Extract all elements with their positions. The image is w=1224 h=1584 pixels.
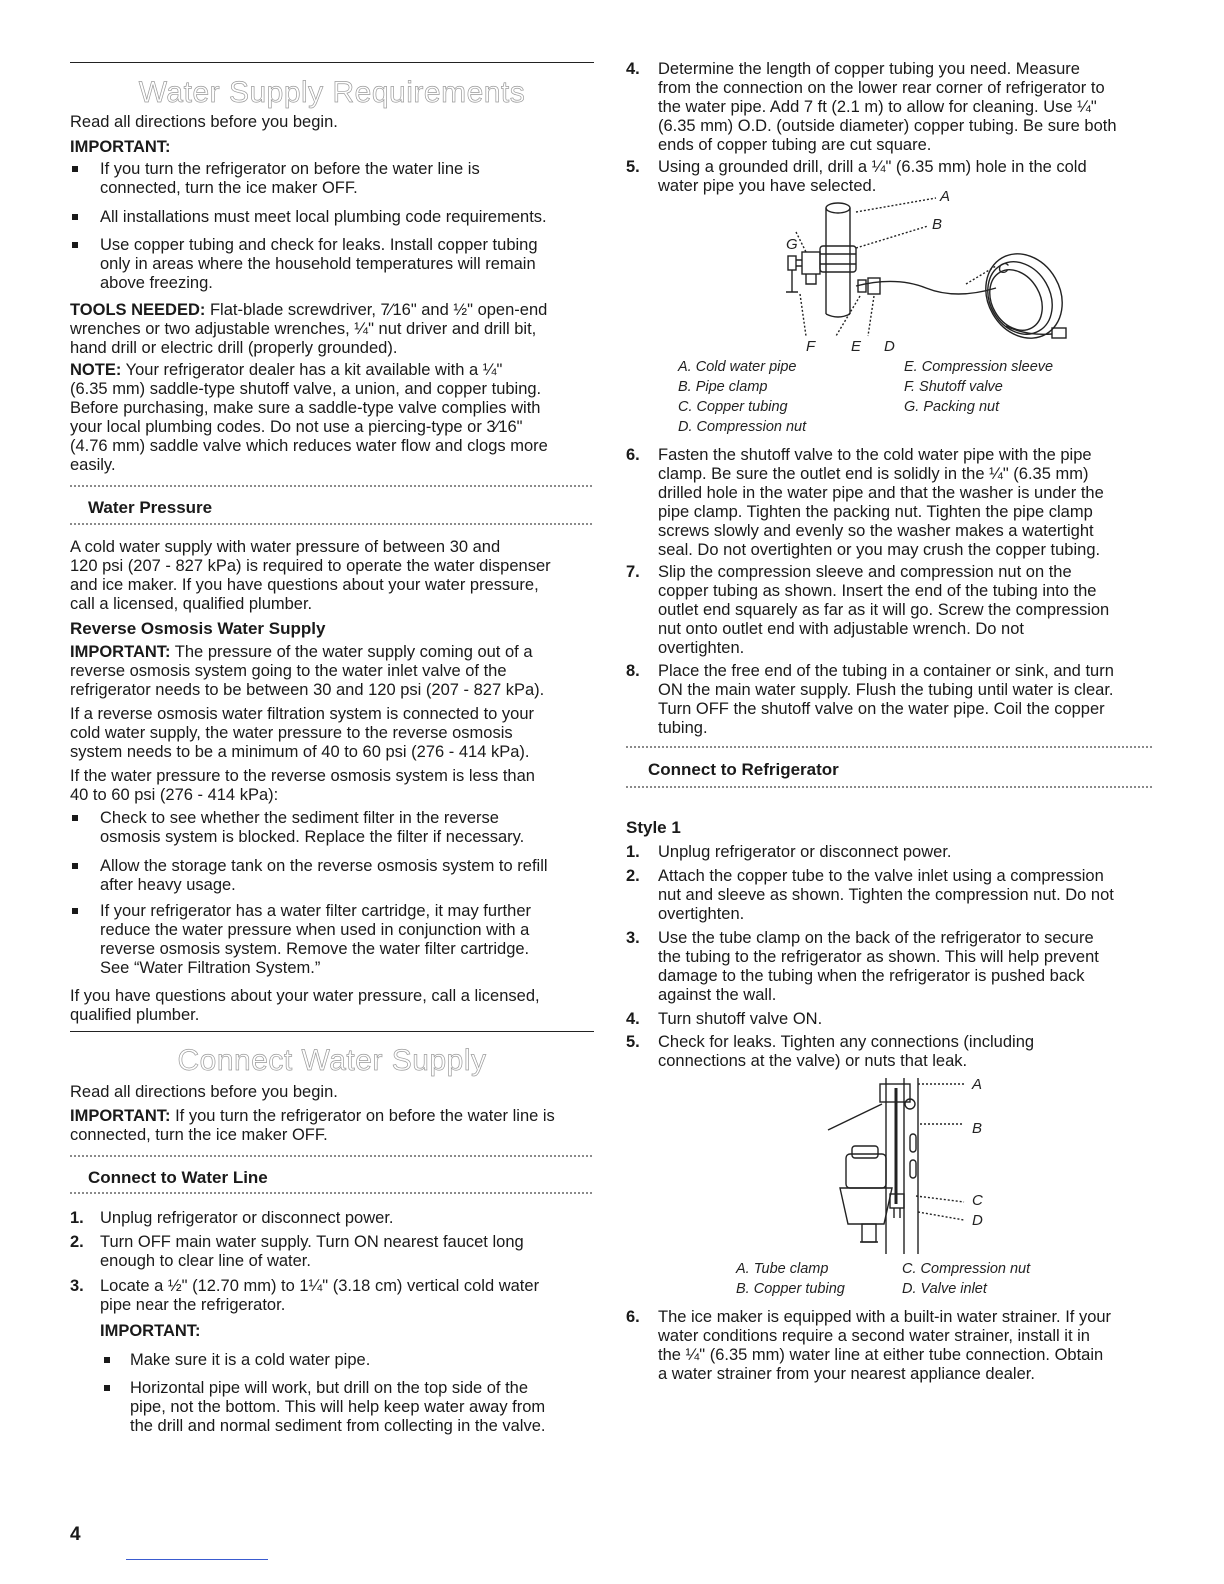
step-line: ends of copper tubing are cut square. — [658, 136, 932, 154]
fig1-label-d: D — [884, 338, 895, 355]
step-line: Use the tube clamp on the back of the refrigerator to secure — [658, 929, 1094, 947]
ro-important-line: reverse osmosis system going to the water inlet valve of the — [70, 662, 507, 680]
step-line: overtighten. — [658, 905, 745, 923]
bullet-line: connected, turn the ice maker OFF. — [100, 179, 358, 197]
step-number: 5. — [626, 1033, 640, 1051]
step-line: Turn OFF main water supply. Turn ON nearest faucet long — [100, 1233, 524, 1251]
ro-heading: Reverse Osmosis Water Supply — [70, 619, 326, 638]
fig2-label-a: A — [972, 1076, 983, 1093]
bullet-line: If you turn the refrigerator on before the water line is — [100, 160, 480, 178]
note-line: Before purchasing, make sure a saddle-type valve complies with — [70, 399, 541, 417]
fig1-legend-item: F. Shutoff valve — [904, 379, 1003, 395]
bullet-line: See “Water Filtration System.” — [100, 959, 321, 977]
step-line: Unplug refrigerator or disconnect power. — [100, 1209, 394, 1227]
step-line: a water strainer from your nearest appliance dealer. — [658, 1365, 1035, 1383]
fig2-label-c: C — [972, 1192, 983, 1209]
fig1-label-e: E — [851, 338, 862, 355]
connect-water-line-heading: Connect to Water Line — [88, 1168, 268, 1187]
bullet-line: only in areas where the household temperatures will remain — [100, 255, 536, 273]
fig1-legend-item: C. Copper tubing — [678, 399, 788, 415]
bullet-marker — [72, 908, 78, 914]
dotted-rule — [70, 1155, 594, 1157]
step-line: overtighten. — [658, 639, 745, 657]
step-line: Unplug refrigerator or disconnect power. — [658, 843, 952, 861]
intro-text: Read all directions before you begin. — [70, 113, 338, 131]
dotted-rule — [70, 1192, 594, 1194]
fig1-label-b: B — [932, 216, 943, 233]
bullet-line: the drill and normal sediment from collecting in the valve. — [130, 1417, 546, 1435]
important-label: IMPORTANT: — [70, 138, 171, 156]
step-line: the tubing to the refrigerator as shown. This will help prevent — [658, 948, 1099, 966]
tools-line: hand drill or electric drill (properly grounded). — [70, 339, 398, 357]
bullet-line: Allow the storage tank on the reverse osmosis system to refill — [100, 857, 548, 875]
step-number: 6. — [626, 446, 640, 464]
bullet-line: above freezing. — [100, 274, 213, 292]
bullet-marker — [104, 1385, 110, 1391]
bullet-marker — [72, 815, 78, 821]
fig2-legend-item: D. Valve inlet — [902, 1281, 987, 1297]
tools-needed: TOOLS NEEDED: Flat-blade screwdriver, 7⁄16" and ½" open-end — [70, 301, 548, 319]
fig2-label-d: D — [972, 1212, 983, 1229]
ro-paragraph: If the water pressure to the reverse osmosis system is less than — [70, 767, 535, 785]
fig1-legend-item: G. Packing nut — [904, 399, 1000, 415]
note: NOTE: Your refrigerator dealer has a kit available with a ¼" — [70, 361, 503, 379]
step-line: screws slowly and evenly so the washer makes a watertight — [658, 522, 1094, 540]
step-line: Check for leaks. Tighten any connections (including — [658, 1033, 1035, 1051]
step-number: 2. — [70, 1233, 84, 1251]
step-line: clamp. Be sure the outlet end is solidly in the ¼" (6.35 mm) — [658, 465, 1089, 483]
step-line: water conditions require a second water strainer, install it in — [658, 1327, 1090, 1345]
fig1-label-f: F — [806, 338, 816, 355]
bullet-line: If your refrigerator has a water filter cartridge, it may further — [100, 902, 531, 920]
fig1-legend-item: E. Compression sleeve — [904, 359, 1054, 375]
step-line: enough to clear line of water. — [100, 1252, 311, 1270]
step-line: The ice maker is equipped with a built-in water strainer. If your — [658, 1308, 1112, 1326]
bullet-line: All installations must meet local plumbing code requirements. — [100, 208, 547, 226]
step-line: Place the free end of the tubing in a container or sink, and turn — [658, 662, 1114, 680]
fig1-label-g: G — [786, 236, 798, 253]
step-number: 2. — [626, 867, 640, 885]
dotted-rule — [626, 786, 1154, 788]
step-line: against the wall. — [658, 986, 777, 1004]
water-pressure-line: and ice maker. If you have questions about your water pressure, — [70, 576, 539, 594]
bullet-line: reverse osmosis system. Remove the water filter cartridge. — [100, 940, 530, 958]
step-line: water pipe you have selected. — [658, 177, 877, 195]
fig1-legend-item: B. Pipe clamp — [678, 379, 768, 395]
step-line: Turn OFF the shutoff valve on the water pipe. Coil the copper — [658, 700, 1105, 718]
fig2-label-b: B — [972, 1120, 983, 1137]
step-number: 1. — [626, 843, 640, 861]
section-rule — [70, 62, 594, 63]
bullet-marker — [72, 166, 78, 172]
step-line: from the connection on the lower rear corner of refrigerator to — [658, 79, 1105, 97]
step-number: 1. — [70, 1209, 84, 1227]
step-number: 3. — [70, 1277, 84, 1295]
step-line: drilled hole in the water pipe and that the washer is under the — [658, 484, 1104, 502]
step-line: tubing. — [658, 719, 708, 737]
step-line: Fasten the shutoff valve to the cold water pipe with the pipe — [658, 446, 1092, 464]
step-line: Locate a ½" (12.70 mm) to 1¼" (3.18 cm) vertical cold water — [100, 1277, 540, 1295]
bullet-line: Check to see whether the sediment filter in the reverse — [100, 809, 499, 827]
ro-paragraph: cold water supply, the water pressure to the reverse osmosis — [70, 724, 513, 742]
step-number: 3. — [626, 929, 640, 947]
water-pressure-line: 120 psi (207 - 827 kPa) is required to operate the water dispenser — [70, 557, 551, 575]
ro-paragraph: system needs to be a minimum of 40 to 60 psi (276 - 414 kPa). — [70, 743, 530, 761]
bullet-marker — [104, 1357, 110, 1363]
step-line: pipe clamp. Tighten the packing nut. Tighten the pipe clamp — [658, 503, 1093, 521]
step-line: pipe near the refrigerator. — [100, 1296, 286, 1314]
step-line: outlet end squarely as far as it will go. Screw the compression — [658, 601, 1110, 619]
section-rule — [70, 1031, 594, 1032]
style-1-heading: Style 1 — [626, 818, 681, 837]
bullet-line: Horizontal pipe will work, but drill on the top side of the — [130, 1379, 529, 1397]
fig1-label-a: A — [940, 188, 951, 205]
step-line: seal. Do not overtighten or you may crush the copper tubing. — [658, 541, 1101, 559]
note-line: (6.35 mm) saddle-type shutoff valve, a union, and copper tubing. — [70, 380, 542, 398]
step-number: 6. — [626, 1308, 640, 1326]
step-line: copper tubing as shown. Insert the end of the tubing into the — [658, 582, 1097, 600]
ro-important: IMPORTANT: The pressure of the water supply coming out of a — [70, 643, 533, 661]
step-number: 4. — [626, 60, 640, 78]
note-line: your local plumbing codes. Do not use a piercing-type or 3⁄16" — [70, 418, 523, 436]
bullet-marker — [72, 863, 78, 869]
bullet-line: reduce the water pressure when used in conjunction with a — [100, 921, 530, 939]
ro-closing: If you have questions about your water pressure, call a licensed, — [70, 987, 540, 1005]
step-line: ON the main water supply. Flush the tubing until water is clear. — [658, 681, 1114, 699]
step-line: the ¼" (6.35 mm) water line at either tube connection. Obtain — [658, 1346, 1104, 1364]
step-number: 5. — [626, 158, 640, 176]
step-line: Slip the compression sleeve and compression nut on the — [658, 563, 1072, 581]
ro-important-line: refrigerator needs to be between 30 and 120 psi (207 - 827 kPa). — [70, 681, 545, 699]
bullet-line: after heavy usage. — [100, 876, 236, 894]
section-title-connect-water-supply: Connect Water Supply — [177, 1044, 487, 1077]
fig1-legend-item: A. Cold water pipe — [678, 359, 797, 375]
step-line: Attach the copper tube to the valve inlet using a compression — [658, 867, 1104, 885]
note-line: (4.76 mm) saddle valve which reduces water flow and clogs more — [70, 437, 548, 455]
step-number: 8. — [626, 662, 640, 680]
step-line: nut onto outlet end with adjustable wrench. Do not — [658, 620, 1024, 638]
fig1-label-c: C — [998, 260, 1009, 277]
ro-paragraph: If a reverse osmosis water filtration system is connected to your — [70, 705, 535, 723]
section-title-water-supply-requirements: Water Supply Requirements — [138, 76, 526, 109]
shutoff-valve-diagram — [756, 196, 1096, 358]
intro-text: Read all directions before you begin. — [70, 1083, 338, 1101]
bullet-line: Make sure it is a cold water pipe. — [130, 1351, 371, 1369]
connect-refrigerator-heading: Connect to Refrigerator — [648, 760, 839, 779]
step-line: Determine the length of copper tubing you need. Measure — [658, 60, 1080, 78]
important-text: IMPORTANT: If you turn the refrigerator on before the water line is — [70, 1107, 555, 1125]
dotted-rule — [70, 485, 594, 487]
footer-rule — [126, 1559, 268, 1560]
step-line: Turn shutoff valve ON. — [658, 1010, 823, 1028]
tools-line: wrenches or two adjustable wrenches, ¼" nut driver and drill bit, — [70, 320, 537, 338]
step-line: Using a grounded drill, drill a ¼" (6.35 mm) hole in the cold — [658, 158, 1087, 176]
water-pressure-line: A cold water supply with water pressure of between 30 and — [70, 538, 501, 556]
step-line: nut and sleeve as shown. Tighten the compression nut. Do not — [658, 886, 1114, 904]
note-line: easily. — [70, 456, 116, 474]
page-number: 4 — [70, 1524, 81, 1545]
step-line: (6.35 mm) O.D. (outside diameter) copper tubing. Be sure both — [658, 117, 1117, 135]
step-line: connections at the valve) or nuts that leak. — [658, 1052, 968, 1070]
fig1-legend-item: D. Compression nut — [678, 419, 807, 435]
step-number: 7. — [626, 563, 640, 581]
bullet-line: osmosis system is blocked. Replace the filter if necessary. — [100, 828, 525, 846]
fig2-legend-item: B. Copper tubing — [736, 1281, 845, 1297]
water-pressure-line: call a licensed, qualified plumber. — [70, 595, 313, 613]
dotted-rule — [70, 523, 594, 525]
ro-closing: qualified plumber. — [70, 1006, 200, 1024]
bullet-marker — [72, 214, 78, 220]
water-pressure-heading: Water Pressure — [88, 498, 213, 517]
step-line: damage to the tubing when the refrigerator is pushed back — [658, 967, 1085, 985]
ro-paragraph: 40 to 60 psi (276 - 414 kPa): — [70, 786, 279, 804]
valve-inlet-diagram — [786, 1074, 986, 1260]
important-line: connected, turn the ice maker OFF. — [70, 1126, 328, 1144]
bullet-marker — [72, 242, 78, 248]
bullet-line: Use copper tubing and check for leaks. Install copper tubing — [100, 236, 538, 254]
fig2-legend-item: A. Tube clamp — [736, 1261, 829, 1277]
step-number: 4. — [626, 1010, 640, 1028]
dotted-rule — [626, 746, 1154, 748]
fig2-legend-item: C. Compression nut — [902, 1261, 1031, 1277]
step-line: the water pipe. Add 7 ft (2.1 m) to allow for cleaning. Use ¼" — [658, 98, 1097, 116]
bullet-line: pipe, not the bottom. This will help keep water away from — [130, 1398, 546, 1416]
important-label: IMPORTANT: — [100, 1322, 201, 1340]
